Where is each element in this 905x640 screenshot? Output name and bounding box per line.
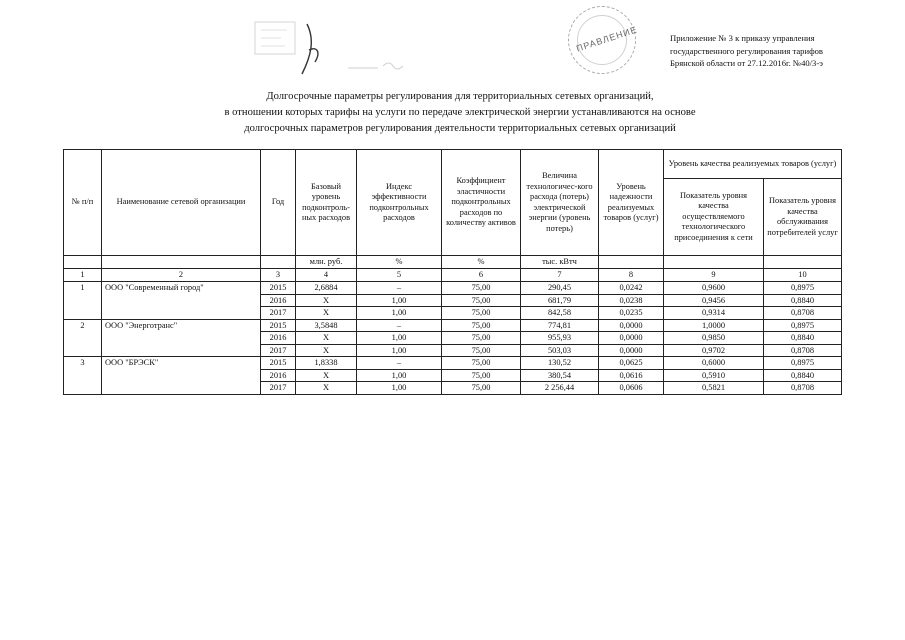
coef-cell: 75,00 bbox=[442, 319, 521, 332]
loss-cell: 681,79 bbox=[521, 294, 599, 307]
reliability-cell: 0,0606 bbox=[599, 382, 664, 395]
quality-service-cell: 0,8708 bbox=[764, 344, 842, 357]
loss-cell: 774,81 bbox=[521, 319, 599, 332]
index-cell: 1,00 bbox=[357, 307, 442, 320]
year-cell: 2017 bbox=[261, 382, 296, 395]
reliability-cell: 0,0242 bbox=[599, 282, 664, 295]
unit-coef: % bbox=[442, 256, 521, 269]
year-cell: 2015 bbox=[261, 357, 296, 370]
appendix-reference bbox=[670, 32, 895, 70]
unit-index: % bbox=[357, 256, 442, 269]
quality-service-cell: 0,8708 bbox=[764, 382, 842, 395]
header-quality-group: Уровень качества реализуемых товаров (услуг) bbox=[664, 150, 842, 179]
coef-cell: 75,00 bbox=[442, 344, 521, 357]
quality-service-cell: 0,8840 bbox=[764, 294, 842, 307]
reliability-cell: 0,0000 bbox=[599, 319, 664, 332]
header-loss: Величина технологичес-кого расхода (потерь) электрической энергии (уровень потерь) bbox=[521, 150, 599, 256]
coef-cell: 75,00 bbox=[442, 382, 521, 395]
header-name: Наименование сетевой организации bbox=[102, 150, 261, 256]
quality-service-cell: 0,8975 bbox=[764, 357, 842, 370]
column-number: 4 bbox=[296, 269, 357, 282]
column-number: 3 bbox=[261, 269, 296, 282]
unit-cell bbox=[261, 256, 296, 269]
column-number: 10 bbox=[764, 269, 842, 282]
org-number: 3 bbox=[64, 357, 102, 395]
quality-service-cell: 0,8975 bbox=[764, 282, 842, 295]
column-number: 8 bbox=[599, 269, 664, 282]
quality-service-cell: 0,8975 bbox=[764, 319, 842, 332]
column-number: 1 bbox=[64, 269, 102, 282]
reliability-cell: 0,0000 bbox=[599, 332, 664, 345]
unit-cell bbox=[599, 256, 664, 269]
index-cell: 1,00 bbox=[357, 369, 442, 382]
appendix-line: государственного регулирования тарифов bbox=[670, 45, 823, 56]
quality-service-cell: 0,8708 bbox=[764, 307, 842, 320]
index-cell: 1,00 bbox=[357, 344, 442, 357]
parameters-table bbox=[63, 149, 842, 395]
unit-cell bbox=[664, 256, 764, 269]
quality-service-cell: 0,8840 bbox=[764, 332, 842, 345]
unit-cell bbox=[764, 256, 842, 269]
reliability-cell: 0,0238 bbox=[599, 294, 664, 307]
quality-tech-cell: 0,9456 bbox=[664, 294, 764, 307]
reliability-cell: 0,0625 bbox=[599, 357, 664, 370]
appendix-line: Брянской области от 27.12.2016г. №40/3-э bbox=[670, 58, 823, 68]
quality-tech-cell: 0,5821 bbox=[664, 382, 764, 395]
document-title bbox=[120, 89, 800, 137]
column-number: 6 bbox=[442, 269, 521, 282]
stamp-text: ПРАВЛЕНИЕ bbox=[575, 24, 639, 54]
header-base: Базовый уровень подконтроль-ных расходов bbox=[296, 150, 357, 256]
quality-service-cell: 0,8840 bbox=[764, 369, 842, 382]
org-number: 1 bbox=[64, 282, 102, 320]
index-cell: – bbox=[357, 319, 442, 332]
quality-tech-cell: 0,9850 bbox=[664, 332, 764, 345]
header-coef: Коэффициент эластичности подконтрольных расходов по количеству активов bbox=[442, 150, 521, 256]
quality-tech-cell: 0,9600 bbox=[664, 282, 764, 295]
quality-tech-cell: 0,6000 bbox=[664, 357, 764, 370]
header-year: Год bbox=[261, 150, 296, 256]
org-name: ООО "Современный город" bbox=[102, 282, 261, 320]
title-line: Долгосрочные параметры регулирования для территориальных сетевых организаций, bbox=[266, 91, 654, 102]
index-cell: 1,00 bbox=[357, 382, 442, 395]
base-cell: 2,6884 bbox=[296, 282, 357, 295]
header-index: Индекс эффективности подконтрольных расходов bbox=[357, 150, 442, 256]
signature-image bbox=[253, 16, 433, 91]
quality-tech-cell: 0,9702 bbox=[664, 344, 764, 357]
index-cell: 1,00 bbox=[357, 332, 442, 345]
reliability-cell: 0,0235 bbox=[599, 307, 664, 320]
loss-cell: 955,93 bbox=[521, 332, 599, 345]
year-cell: 2017 bbox=[261, 344, 296, 357]
org-name: ООО "БРЭСК" bbox=[102, 357, 261, 395]
unit-loss: тыс. кВтч bbox=[521, 256, 599, 269]
title-line: долгосрочных параметров регулирования деятельности территориальных сетевых организаций bbox=[244, 123, 676, 134]
header-quality-service: Показатель уровня качества обслуживания потребителей услуг bbox=[764, 179, 842, 256]
index-cell: 1,00 bbox=[357, 294, 442, 307]
loss-cell: 842,58 bbox=[521, 307, 599, 320]
base-cell: Х bbox=[296, 332, 357, 345]
column-number: 2 bbox=[102, 269, 261, 282]
base-cell: 3,5848 bbox=[296, 319, 357, 332]
org-name: ООО "Энерготранс" bbox=[102, 319, 261, 357]
year-cell: 2017 bbox=[261, 307, 296, 320]
quality-tech-cell: 1,0000 bbox=[664, 319, 764, 332]
column-number: 5 bbox=[357, 269, 442, 282]
coef-cell: 75,00 bbox=[442, 282, 521, 295]
loss-cell: 2 256,44 bbox=[521, 382, 599, 395]
year-cell: 2016 bbox=[261, 332, 296, 345]
base-cell: Х bbox=[296, 369, 357, 382]
base-cell: Х bbox=[296, 294, 357, 307]
year-cell: 2015 bbox=[261, 282, 296, 295]
coef-cell: 75,00 bbox=[442, 294, 521, 307]
year-cell: 2016 bbox=[261, 369, 296, 382]
header-quality-tech: Показатель уровня качества осуществляемого технологического присоединения к сети bbox=[664, 179, 764, 256]
loss-cell: 290,45 bbox=[521, 282, 599, 295]
reliability-cell: 0,0616 bbox=[599, 369, 664, 382]
coef-cell: 75,00 bbox=[442, 332, 521, 345]
title-line: в отношении которых тарифы на услуги по передаче электрической энергии устанавливаются на основе bbox=[224, 107, 696, 118]
coef-cell: 75,00 bbox=[442, 369, 521, 382]
quality-tech-cell: 0,5910 bbox=[664, 369, 764, 382]
loss-cell: 503,03 bbox=[521, 344, 599, 357]
coef-cell: 75,00 bbox=[442, 307, 521, 320]
column-number: 9 bbox=[664, 269, 764, 282]
appendix-line: Приложение № 3 к приказу управления bbox=[670, 33, 815, 43]
reliability-cell: 0,0000 bbox=[599, 344, 664, 357]
loss-cell: 130,52 bbox=[521, 357, 599, 370]
loss-cell: 380,54 bbox=[521, 369, 599, 382]
header-reliability: Уровень надежности реализуемых товаров (услуг) bbox=[599, 150, 664, 256]
org-number: 2 bbox=[64, 319, 102, 357]
unit-base: млн. руб. bbox=[296, 256, 357, 269]
year-cell: 2016 bbox=[261, 294, 296, 307]
index-cell: – bbox=[357, 282, 442, 295]
header-num: № п/п bbox=[64, 150, 102, 256]
base-cell: Х bbox=[296, 382, 357, 395]
unit-cell bbox=[102, 256, 261, 269]
quality-tech-cell: 0,9314 bbox=[664, 307, 764, 320]
base-cell: 1,8338 bbox=[296, 357, 357, 370]
column-number: 7 bbox=[521, 269, 599, 282]
coef-cell: 75,00 bbox=[442, 357, 521, 370]
index-cell: – bbox=[357, 357, 442, 370]
year-cell: 2015 bbox=[261, 319, 296, 332]
base-cell: Х bbox=[296, 344, 357, 357]
base-cell: Х bbox=[296, 307, 357, 320]
unit-cell bbox=[64, 256, 102, 269]
